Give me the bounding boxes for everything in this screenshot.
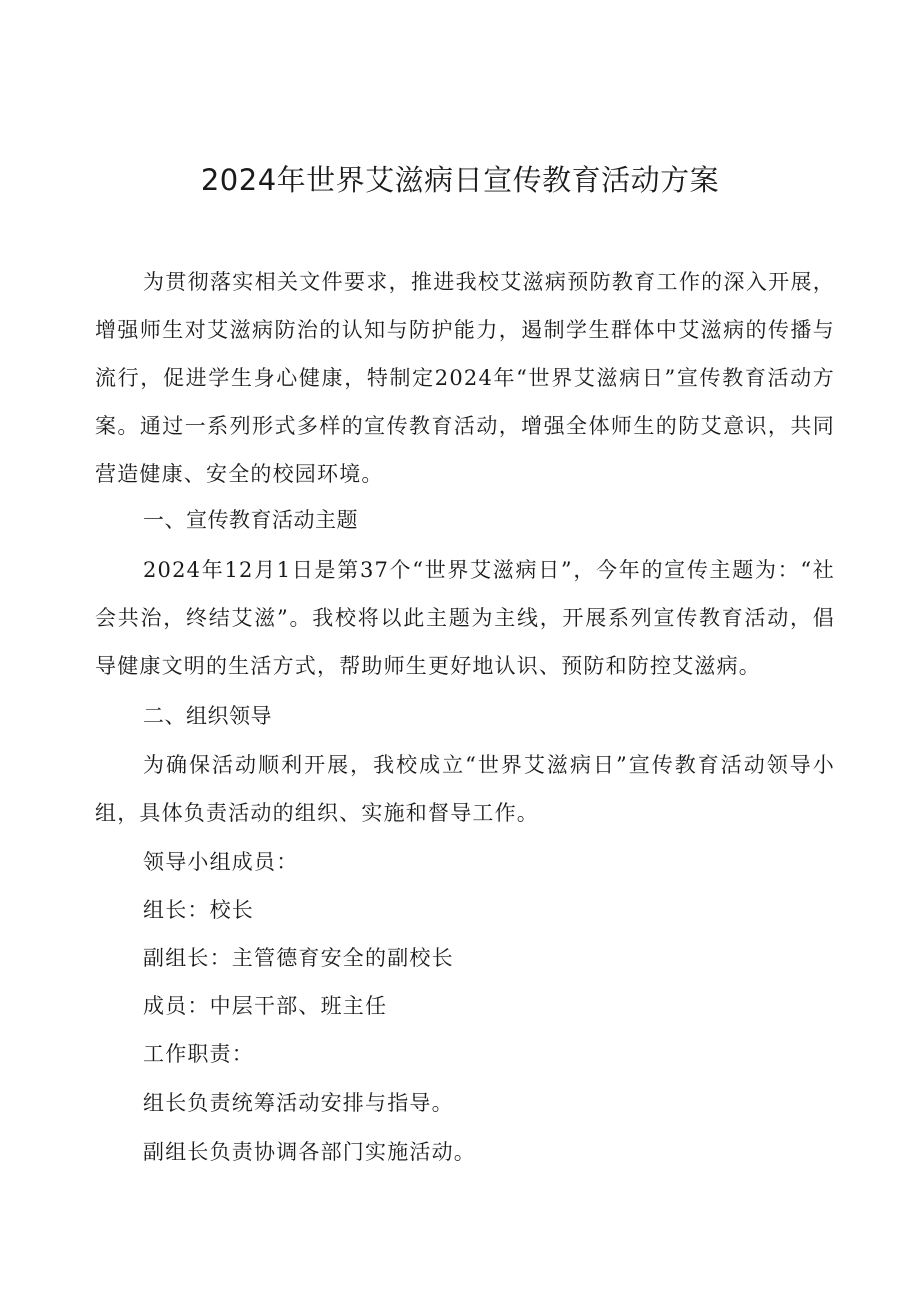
document-title: 2024年世界艾滋病日宣传教育活动方案	[200, 163, 720, 197]
deputy-duty-line: 副组长负责协调各部门实施活动。	[143, 1140, 476, 1164]
members-line: 成员：中层干部、班主任	[143, 994, 388, 1018]
section-2-paragraph: 为确保活动顺利开展，我校成立“世界艾滋病日”宣传教育活动领导小组，具体负责活动的组织、实施和督导工作。	[95, 753, 835, 825]
leadership-members-label: 领导小组成员：	[143, 850, 299, 874]
section-1-heading: 一、宣传教育活动主题	[143, 508, 358, 532]
section-2-heading: 二、组织领导	[143, 704, 272, 728]
leader-duty-line: 组长负责统筹活动安排与指导。	[143, 1091, 454, 1115]
leader-line: 组长：校长	[143, 898, 254, 922]
deputy-leader-line: 副组长：主管德育安全的副校长	[143, 946, 454, 970]
intro-paragraph: 为贯彻落实相关文件要求，推进我校艾滋病预防教育工作的深入开展，增强师生对艾滋病防治的认知与防护能力，遏制学生群体中艾滋病的传播与流行，促进学生身心健康，特制定2024年“世界艾滋病日”宣传教育活动方案。通过一系列形式多样的宣传教育活动，增强全体师生的防艾意识，共同营造健康、安全的校园环境。	[95, 270, 835, 486]
section-1-paragraph: 2024年12月1日是第37个“世界艾滋病日”，今年的宣传主题为：“社会共治，终结艾滋”。我校将以此主题为主线，开展系列宣传教育活动，倡导健康文明的生活方式，帮助师生更好地认识、预防和防控艾滋病。	[95, 558, 835, 678]
duties-label: 工作职责：	[143, 1042, 254, 1066]
